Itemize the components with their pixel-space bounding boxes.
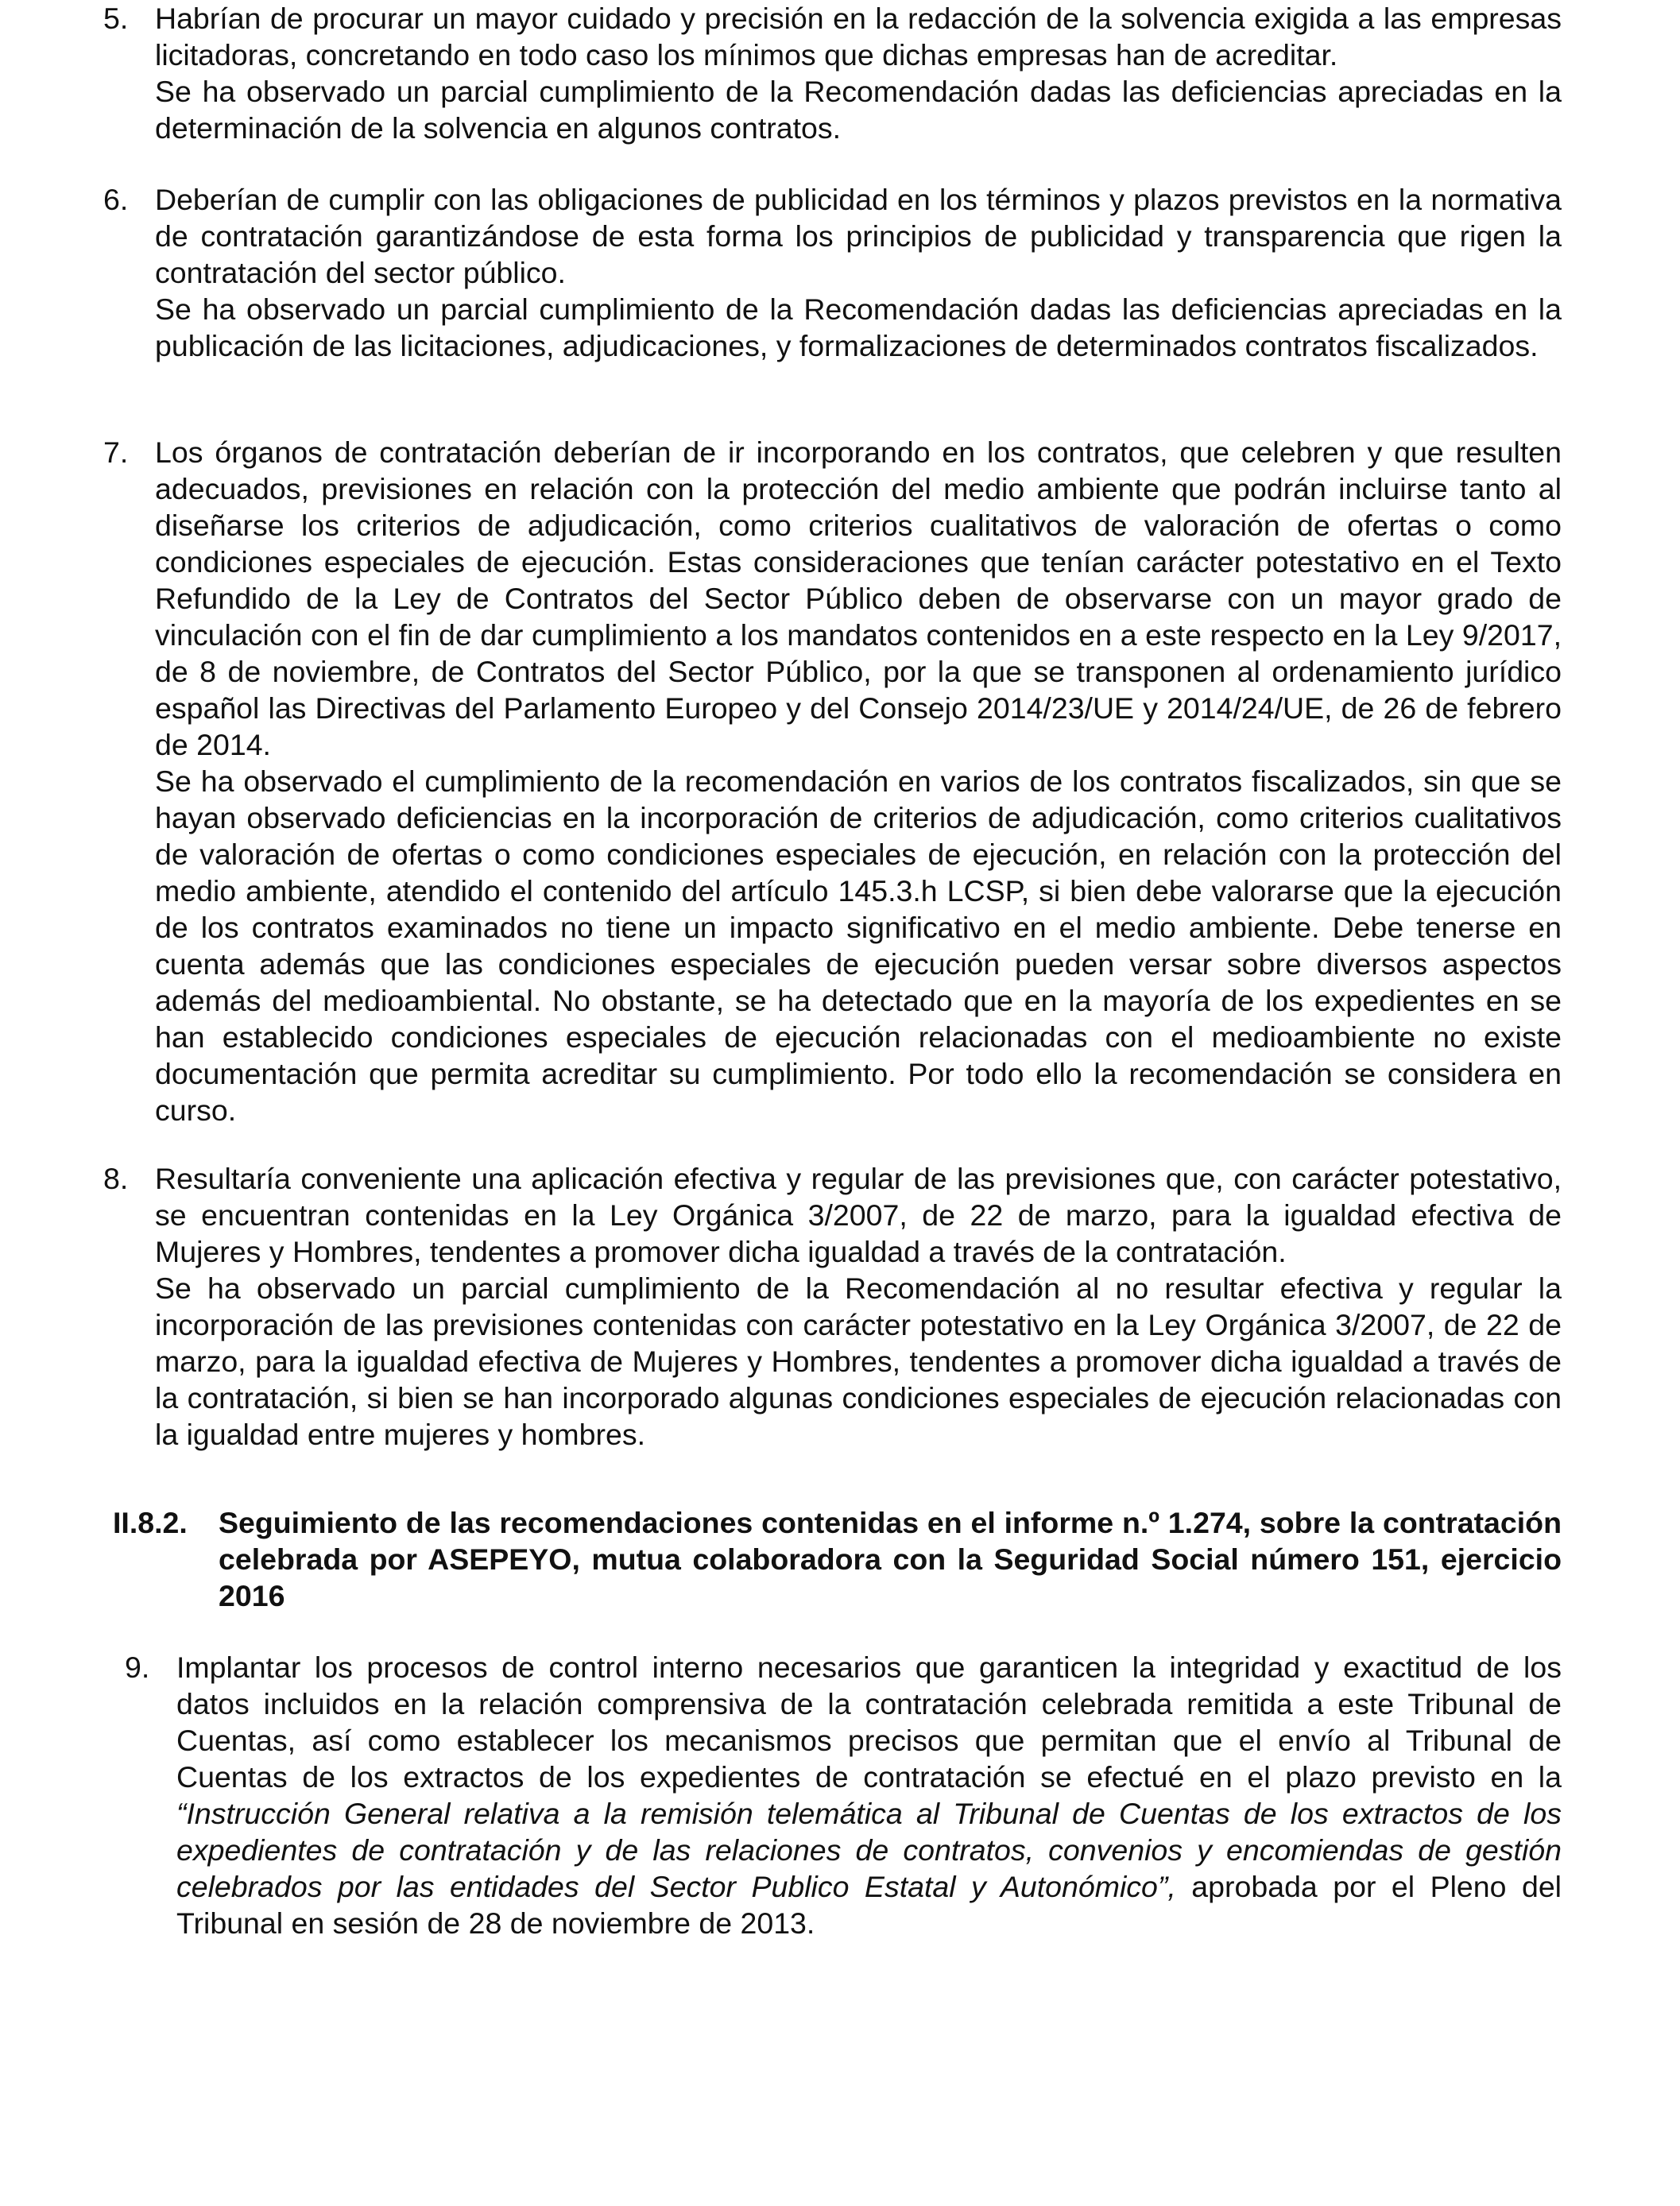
item-number: 6. xyxy=(103,183,129,216)
item-number: 8. xyxy=(103,1162,129,1195)
text-before: Implantar los procesos de control interno necesarios que garanticen la integridad y exactitud de los datos incluidos en la relación comprensiva de la contratación celebrada remitida a este Tribunal de Cuentas, así como establecer los mecanismos precisos que permitan que el envío al Tribunal de Cuentas de los extractos de los expedientes de contratación se efectué en el plazo previsto en la xyxy=(176,1651,1562,1794)
observation-text: Se ha observado un parcial cumplimiento de la Recomendación al no resultar efectiva y regular la incorporación de las previsiones contenidas con carácter potestativo en la Ley Orgánica 3/2007, de 22 de marzo, para la igualdad efectiva de Mujeres y Hombres, tendentes a promover dicha igualdad a través de la contratación, si bien se han incorporado algunas condiciones especiales de ejecución relacionadas con la igualdad entre mujeres y hombres. xyxy=(155,1271,1562,1451)
recommendation-text xyxy=(176,1649,1562,1941)
section-heading xyxy=(113,1504,1562,1614)
recommendation-text: Habrían de procurar un mayor cuidado y precisión en la redacción de la solvencia exigida a las empresas licitadoras, concretando en todo caso los mínimos que dichas empresas han de acreditar. xyxy=(155,2,1562,72)
recommendation-item-8 xyxy=(103,1160,1562,1453)
section-title: Seguimiento de las recomendaciones contenidas en el informe n.º 1.274, sobre la contratación celebrada por ASEPEYO, mutua colaboradora con la Seguridad Social número 151, ejercicio 2016 xyxy=(219,1506,1562,1612)
recommendation-text: Resultaría conveniente una aplicación efectiva y regular de las previsiones que, con carácter potestativo, se encuentran contenidas en la Ley Orgánica 3/2007, de 22 de marzo, para la igualdad efectiva de Mujeres y Hombres, tendentes a promover dicha igualdad a través de la contratación. xyxy=(155,1162,1562,1268)
recommendation-item-6 xyxy=(103,181,1562,364)
recommendation-item-5 xyxy=(103,0,1562,146)
item-number: 5. xyxy=(103,2,129,35)
observation-text: Se ha observado un parcial cumplimiento de la Recomendación dadas las deficiencias apreciadas en la determinación de la solvencia en algunos contratos. xyxy=(155,75,1562,145)
instruction-title: “Instrucción General relativa a la remisión telemática al Tribunal de Cuentas de los extractos de los expedientes de contratación y de las relaciones de contratos, convenios y encomiendas de gestión celebrados por las entidades del Sector Publico Estatal y Autonómico”, xyxy=(176,1797,1562,1903)
item-number: 9. xyxy=(125,1651,150,1684)
recommendation-text: Deberían de cumplir con las obligaciones de publicidad en los términos y plazos previstos en la normativa de contratación garantizándose de esta forma los principios de publicidad y transparencia que rigen la contratación del sector público. xyxy=(155,183,1562,289)
item-number: 7. xyxy=(103,435,129,469)
section-number: II.8.2. xyxy=(113,1506,188,1539)
text-after: aprobada por el Pleno del Tribunal en sesión de 28 de noviembre de 2013. xyxy=(176,1870,1562,1940)
observation-text: Se ha observado un parcial cumplimiento de la Recomendación dadas las deficiencias apreciadas en la publicación de las licitaciones, adjudicaciones, y formalizaciones de determinados contratos fiscalizados. xyxy=(155,292,1562,362)
observation-text: Se ha observado el cumplimiento de la recomendación en varios de los contratos fiscalizados, sin que se hayan observado deficiencias en la incorporación de criterios de adjudicación, como criterios cualitativos de valoración de ofertas o como condiciones especiales de ejecución, en relación con la protección del medio ambiente, atendido el contenido del artículo 145.3.h LCSP, si bien debe valorarse que la ejecución de los contratos examinados no tiene un impacto significativo en el medio ambiente. Debe tenerse en cuenta además que las condiciones especiales de ejecución pueden versar sobre diversos aspectos además del medioambiental. No obstante, se ha detectado que en la mayoría de los expedientes en se han establecido condiciones especiales de ejecución relacionadas con el medioambiente no existe documentación que permita acreditar su cumplimiento. Por todo ello la recomendación se considera en curso. xyxy=(155,764,1562,1127)
recommendation-item-9 xyxy=(125,1649,1562,1941)
recommendation-text: Los órganos de contratación deberían de ir incorporando en los contratos, que celebren y que resulten adecuados, previsiones en relación con la protección del medio ambiente que podrán incluirse tanto al diseñarse los criterios de adjudicación, como criterios cualitativos de valoración de ofertas o como condiciones especiales de ejecución. Estas consideraciones que tenían carácter potestativo en el Texto Refundido de la Ley de Contratos del Sector Público deben de observarse con un mayor grado de vinculación con el fin de dar cumplimiento a los mandatos contenidos en a este respecto en la Ley 9/2017, de 8 de noviembre, de Contratos del Sector Público, por la que se transponen al ordenamiento jurídico español las Directivas del Parlamento Europeo y del Consejo 2014/23/UE y 2014/24/UE, de 26 de febrero de 2014. xyxy=(155,435,1562,761)
recommendation-item-7 xyxy=(103,434,1562,1128)
